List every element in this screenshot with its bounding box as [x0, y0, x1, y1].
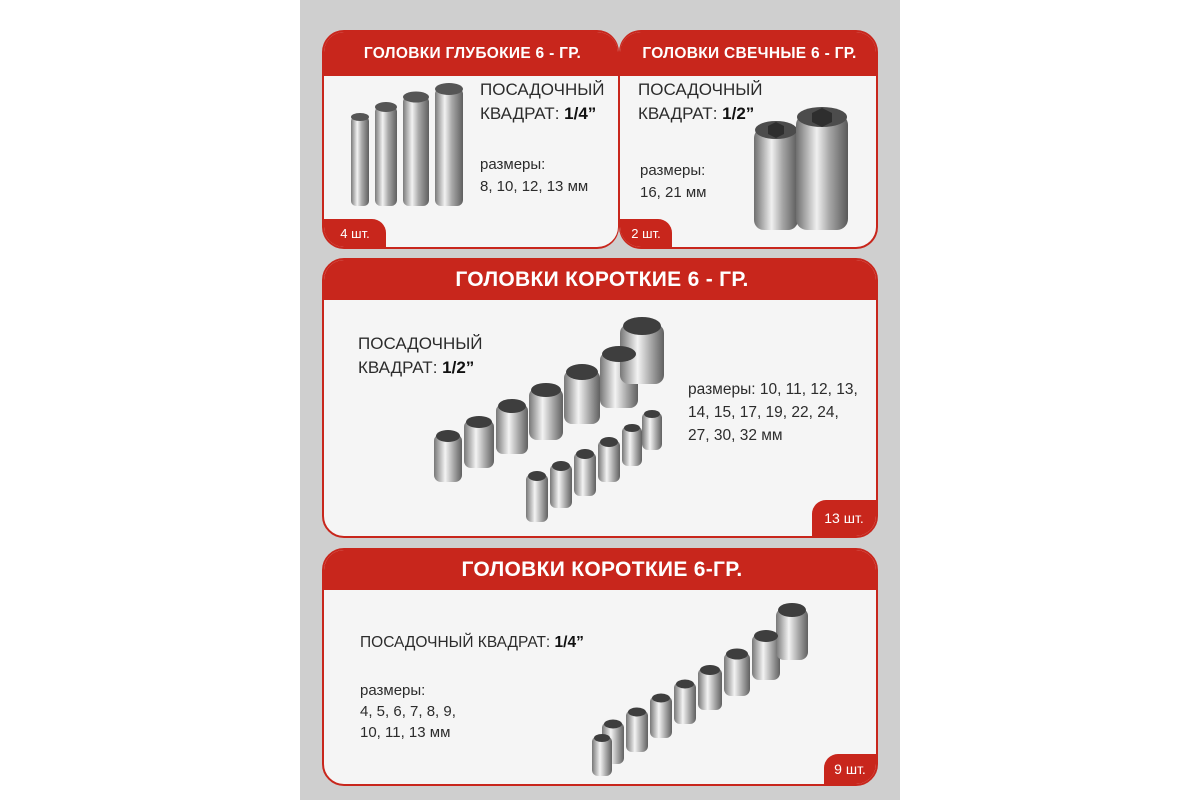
- deep-seat-line2: КВАДРАТ:: [480, 104, 560, 123]
- deep-sizes-text: [480, 154, 588, 198]
- spark-seat-label: ПОСАДОЧНЫЙ: [638, 80, 763, 99]
- short-half-seat-label: ПОСАДОЧНЫЙ: [358, 334, 483, 353]
- short-half-sizes-line1: размеры: 10, 11, 12, 13,: [688, 381, 858, 398]
- short-quarter-sizes-line2: 10, 11, 13 мм: [360, 724, 451, 741]
- short-quarter-count-badge: 9 шт.: [824, 754, 876, 784]
- spark-sockets-header: ГОЛОВКИ СВЕЧНЫЕ 6 - ГР.: [620, 32, 878, 76]
- deep-sizes-value: 8, 10, 12, 13 мм: [480, 178, 589, 195]
- deep-seat-label: ПОСАДОЧНЫЙ: [480, 80, 605, 99]
- short-sockets-quarter-card: [322, 548, 878, 786]
- short-quarter-seat-text: [360, 632, 584, 654]
- spark-seat-line2: КВАДРАТ:: [638, 104, 718, 123]
- spark-seat-text: [638, 78, 763, 126]
- short-quarter-header: ГОЛОВКИ КОРОТКИЕ 6-ГР.: [324, 550, 878, 590]
- short-half-sizes-text: [688, 378, 858, 447]
- short-quarter-sizes-line1: 4, 5, 6, 7, 8, 9,: [360, 703, 456, 720]
- short-quarter-seat-value: 1/4”: [554, 634, 584, 651]
- deep-sockets-image: [339, 82, 469, 222]
- spark-sockets-card: [619, 30, 878, 249]
- deep-seat-value: 1/4”: [564, 104, 597, 123]
- deep-sockets-card: [322, 30, 619, 249]
- short-half-sizes-line3: 27, 30, 32 мм: [688, 427, 783, 444]
- short-half-header: ГОЛОВКИ КОРОТКИЕ 6 - ГР.: [324, 260, 878, 300]
- short-half-sizes-line2: 14, 15, 17, 19, 22, 24,: [688, 404, 839, 421]
- short-sockets-quarter-image: [592, 598, 822, 786]
- spark-sizes-value: 16, 21 мм: [640, 184, 707, 201]
- deep-sockets-header: ГОЛОВКИ ГЛУБОКИЕ 6 - ГР.: [324, 32, 619, 76]
- short-half-count-badge: 13 шт.: [812, 500, 876, 536]
- short-quarter-seat-label: ПОСАДОЧНЫЙ КВАДРАТ:: [360, 634, 551, 651]
- spark-plug-sockets-image: [748, 106, 858, 236]
- short-half-seat-line2: КВАДРАТ:: [358, 358, 438, 377]
- deep-seat-text: [480, 78, 605, 126]
- short-half-seat-value: 1/2”: [442, 358, 475, 377]
- short-quarter-sizes-label: размеры:: [360, 682, 426, 699]
- deep-count-badge: 4 шт.: [324, 219, 386, 247]
- short-quarter-sizes-text: [360, 680, 456, 743]
- short-sockets-half-image: [428, 304, 668, 534]
- product-infographic: [300, 0, 900, 800]
- spark-seat-value: 1/2”: [722, 104, 755, 123]
- spark-sizes-label: размеры:: [640, 162, 706, 179]
- spark-sizes-text: [640, 160, 707, 204]
- spark-count-badge: 2 шт.: [620, 219, 672, 247]
- short-sockets-half-card: [322, 258, 878, 538]
- deep-sizes-label: размеры:: [480, 156, 546, 173]
